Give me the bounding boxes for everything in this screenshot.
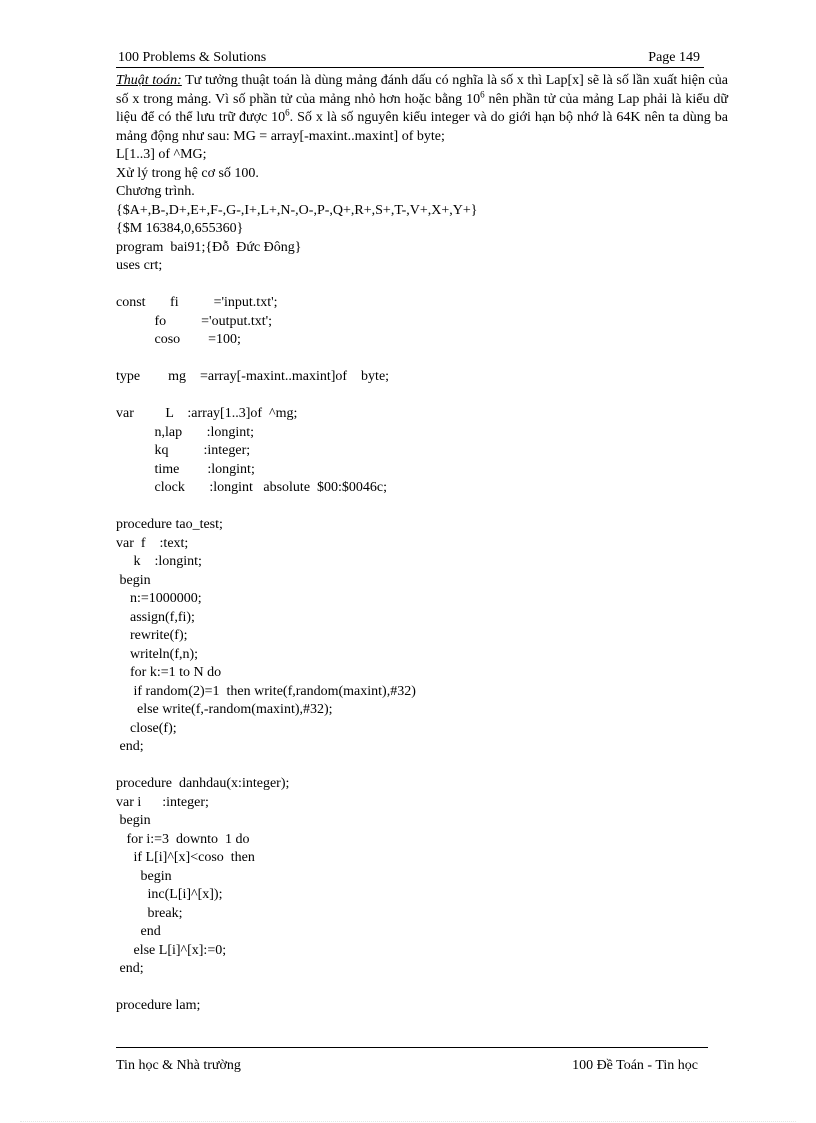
code-line: for k:=1 to N do bbox=[116, 665, 222, 680]
code-line: begin bbox=[116, 813, 151, 828]
code-line: Chương trình. bbox=[116, 184, 195, 199]
code-line: close(f); bbox=[116, 720, 177, 736]
page-content bbox=[116, 72, 728, 1016]
code-line: for i:=3 downto 1 do bbox=[116, 831, 250, 847]
code-line: time :longint; bbox=[116, 461, 255, 477]
code-line: fo ='output.txt'; bbox=[116, 313, 273, 329]
code-line: coso =100; bbox=[116, 332, 241, 347]
code-line: else write(f,-random(maxint),#32); bbox=[116, 702, 333, 717]
code-line: L[1..3] of ^MG; bbox=[116, 147, 207, 162]
code-line bbox=[116, 498, 728, 517]
code-line bbox=[116, 979, 728, 998]
code-line: inc(L[i]^[x]); bbox=[116, 887, 223, 902]
code-line: n,lap :longint; bbox=[116, 424, 255, 440]
code-line: kq :integer; bbox=[116, 443, 251, 458]
code-line: const fi ='input.txt'; bbox=[116, 295, 278, 310]
code-line: end; bbox=[116, 739, 144, 754]
code-line: if L[i]^[x]<coso then bbox=[116, 850, 255, 865]
code-line: writeln(f,n); bbox=[116, 646, 199, 662]
footer-right: 100 Đề Toán - Tin học bbox=[572, 1058, 698, 1073]
code-line: end; bbox=[116, 961, 144, 976]
intro-text-3: . Số x là số nguyên kiểu integer và do giới hạn bộ nhớ là 64K nên ta dùng ba mảng động như sau: MG = array[-maxint..maxint] of byte; bbox=[116, 110, 728, 144]
code-line: {$A+,B-,D+,E+,F-,G-,I+,L+,N-,O-,P-,Q+,R+,S+,T-,V+,X+,Y+} bbox=[116, 202, 478, 218]
intro-text-1: Tư tưởng thuật toán là dùng mảng đánh dấu có nghĩa là số x thì Lap[x] sẽ là số lần xuất hiện của số x trong mảng. Vì số phần tử của mảng nhỏ hơn hoặc bằng 10 bbox=[116, 73, 728, 107]
code-line: rewrite(f); bbox=[116, 628, 188, 643]
header-page-number: Page 149 bbox=[648, 50, 700, 65]
code-line: assign(f,fi); bbox=[116, 609, 195, 625]
header-title: 100 Problems & Solutions bbox=[118, 50, 267, 65]
code-line: clock :longint absolute $00:$0046c; bbox=[116, 480, 388, 495]
footer-left: Tin học & Nhà trường bbox=[116, 1058, 241, 1073]
code-line: procedure danhdau(x:integer); bbox=[116, 776, 290, 791]
code-line bbox=[116, 387, 728, 406]
intro-text-2: nên phần tử của mảng Lap phải là kiểu dữ liệu để có thể lưu trữ được 10 bbox=[116, 91, 728, 125]
code-line: uses crt; bbox=[116, 258, 163, 273]
code-line: break; bbox=[116, 905, 183, 921]
code-line bbox=[116, 276, 728, 295]
intro-sup-1: 6 bbox=[480, 88, 485, 99]
code-line: procedure lam; bbox=[116, 998, 201, 1013]
code-line: end bbox=[116, 924, 161, 939]
code-line: n:=1000000; bbox=[116, 591, 202, 606]
code-line: if random(2)=1 then write(f,random(maxint),#32) bbox=[116, 683, 416, 699]
intro-paragraph bbox=[116, 72, 728, 146]
code-line: procedure tao_test; bbox=[116, 517, 223, 532]
code-line bbox=[116, 757, 728, 776]
intro-sup-2: 6 bbox=[285, 107, 290, 118]
code-line: begin bbox=[116, 868, 172, 884]
code-line: var L :array[1..3]of ^mg; bbox=[116, 406, 298, 421]
code-line: type mg =array[-maxint..maxint]of byte; bbox=[116, 369, 390, 384]
code-line: program bai91;{Đỗ Đức Đông} bbox=[116, 239, 302, 255]
code-line: else L[i]^[x]:=0; bbox=[116, 942, 227, 958]
page-header bbox=[116, 50, 704, 68]
code-line bbox=[116, 350, 728, 369]
code-line: k :longint; bbox=[116, 554, 202, 569]
code-line: var i :integer; bbox=[116, 794, 209, 810]
code-line: {$M 16384,0,655360} bbox=[116, 221, 244, 236]
code-line: begin bbox=[116, 572, 151, 588]
intro-label: Thuật toán: bbox=[116, 73, 182, 88]
page-edge-divider bbox=[20, 1121, 796, 1122]
code-line: var f :text; bbox=[116, 535, 189, 551]
code-line: Xử lý trong hệ cơ số 100. bbox=[116, 165, 259, 181]
footer-divider bbox=[116, 1047, 708, 1048]
code-listing bbox=[116, 146, 728, 1016]
